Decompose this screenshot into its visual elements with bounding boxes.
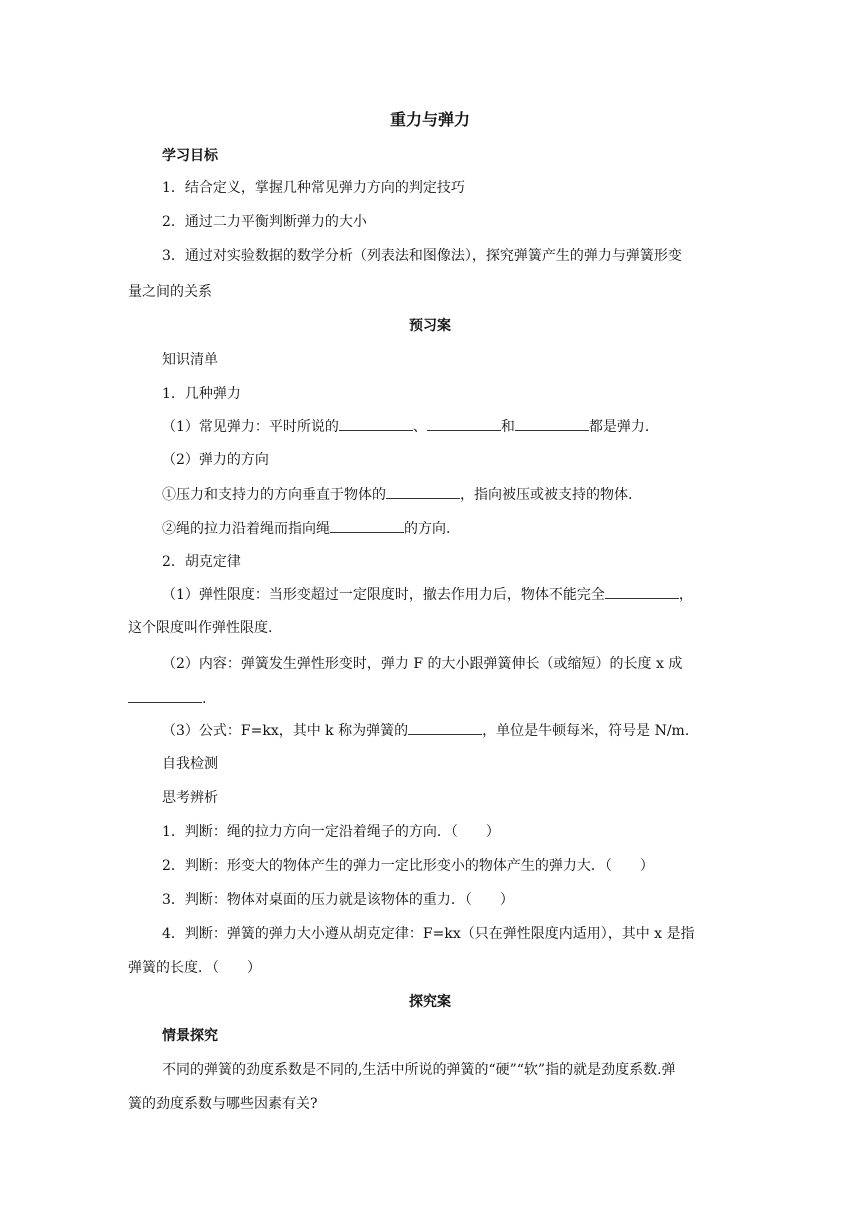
text-segment: ①压力和支持力的方向垂直于物体的 [162,487,386,503]
thinking-label: 思考辨析 [162,790,218,806]
objectives-heading: 学习目标 [162,148,218,164]
common-elastic-forces-line [162,416,649,437]
pressure-direction-line [162,484,632,505]
judgement-question-3: 3．判断：物体对桌面的压力就是该物体的重力．（ ） [162,892,514,908]
judgement-question-2: 2．判断：形变大的物体产生的弹力一定比形变小的物体产生的弹力大．（ ） [162,858,654,874]
fill-blank[interactable] [605,584,679,599]
text-segment: 和 [500,419,515,435]
hooke-formula-line [162,720,689,741]
section-2-heading: 2．胡克定律 [162,554,241,570]
elastic-limit-cont: 这个限度叫作弹性限度. [128,620,273,636]
text-segment: ，单位是牛顿每米，符号是 N/m. [482,723,690,739]
judgement-question-4: 4．判断：弹簧的弹力大小遵从胡克定律：F=kx（只在弹性限度内适用），其中 x 是指 [162,926,695,942]
objective-1: 1．结合定义，掌握几种常见弹力方向的判定技巧 [162,180,465,196]
text-segment: 、 [412,419,427,435]
fill-blank[interactable] [339,416,413,431]
text-segment: ，指向被压或被支持的物体. [460,487,633,503]
scenario-paragraph-cont: 簧的劲度系数与哪些因素有关? [128,1096,318,1112]
objective-2: 2．通过二力平衡判断弹力的大小 [162,214,367,230]
scenario-heading: 情景探究 [162,1028,218,1044]
explore-heading: 探究案 [409,994,451,1010]
text-segment: 的方向. [404,521,451,537]
section-1-heading: 1．几种弹力 [162,386,241,402]
fill-blank[interactable] [427,416,501,431]
text-segment: ， [678,587,693,603]
objective-3-cont: 量之间的关系 [128,284,212,300]
text-segment: 都是弹力. [588,419,650,435]
text-segment: （1）弹性限度：当形变超过一定限度时，撤去作用力后，物体不能完全 [162,587,605,603]
hooke-content-line: （2）内容：弹簧发生弹性形变时，弹力 F 的大小跟弹簧伸长（或缩短）的长度 x 成 [162,656,683,672]
knowledge-list-label: 知识清单 [162,352,218,368]
elastic-direction-heading: （2）弹力的方向 [162,452,269,468]
hooke-content-cont [128,688,206,709]
text-segment: . [202,691,207,707]
text-segment: ②绳的拉力沿着绳而指向绳 [162,521,330,537]
self-check-label: 自我检测 [162,756,218,772]
elastic-limit-line [162,584,693,605]
scenario-paragraph: 不同的弹簧的劲度系数是不同的,生活中所说的弹簧的“硬”“软”指的就是劲度系数.弹 [162,1062,676,1078]
judgement-question-1: 1．判断：绳的拉力方向一定沿着绳子的方向．（ ） [162,824,500,840]
preview-heading: 预习案 [409,318,451,334]
objective-3: 3．通过对实验数据的数学分析（列表法和图像法），探究弹簧产生的弹力与弹簧形变 [162,248,682,264]
judgement-question-4-cont: 弹簧的长度．（ ） [128,960,261,976]
document-title: 重力与弹力 [389,110,470,129]
fill-blank[interactable] [386,484,460,499]
rope-tension-line [162,518,450,539]
fill-blank[interactable] [515,416,589,431]
fill-blank[interactable] [408,720,482,735]
text-segment: （1）常见弹力：平时所说的 [162,419,339,435]
fill-blank[interactable] [330,518,404,533]
fill-blank[interactable] [128,688,202,703]
text-segment: （3）公式：F=kx，其中 k 称为弹簧的 [162,723,409,739]
